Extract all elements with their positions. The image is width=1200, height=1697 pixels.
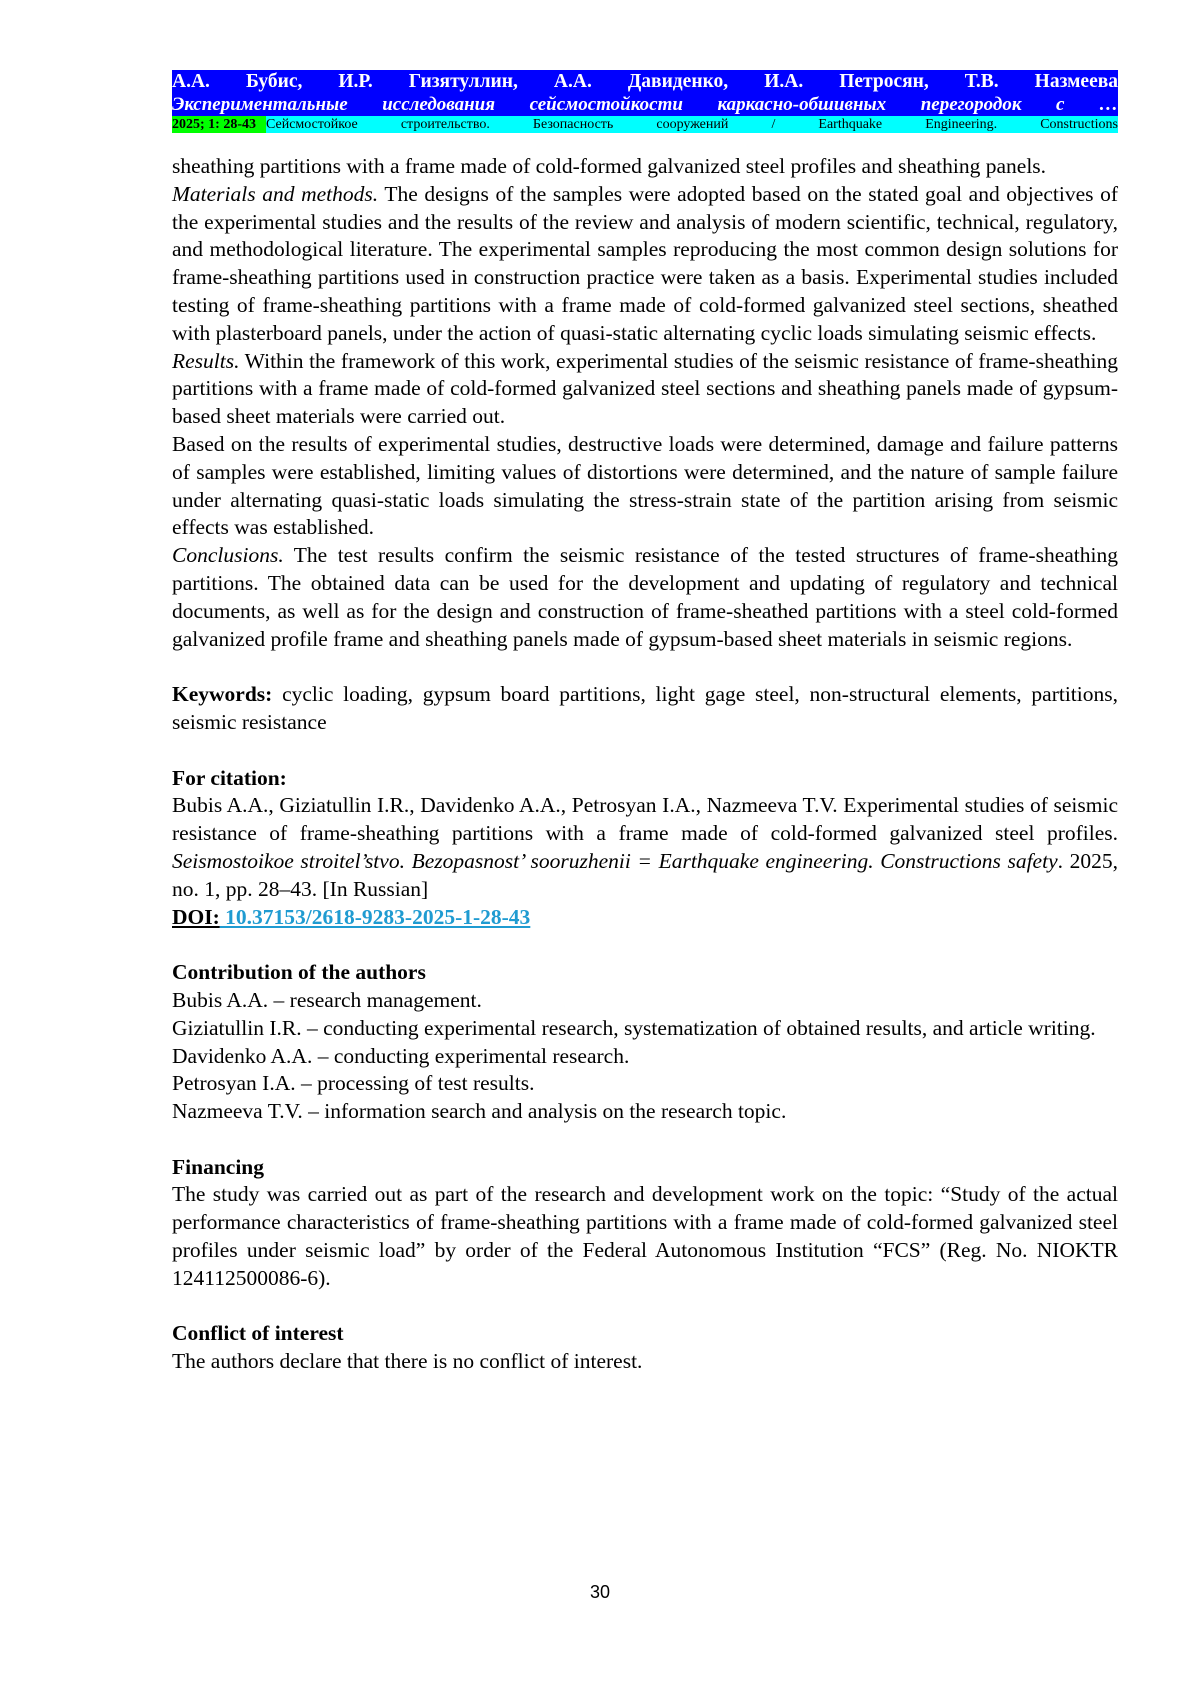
abstract-intro-end: sheathing partitions with a frame made of cold-formed galvanized steel profiles and sheathing panels.: [172, 154, 1047, 178]
contribution-heading: Contribution of the authors: [172, 960, 426, 985]
abstract-materials: [172, 181, 1118, 348]
materials-text: The designs of the samples were adopted based on the stated goal and objectives of the experimental studies and the results of the review and analysis of modern scientific, technical, regulatory, and methodological literature. The experimental samples reproducing the most common design solutions for frame-sheathing partitions used in construction practice were taken as a basis. Experimental studies included testing of frame-sheathing partitions with a frame made of cold-formed galvanized steel sections, sheathed with plasterboard panels, under the action of quasi-static alternating cyclic loads simulating seismic effects.: [172, 181, 1118, 345]
abstract-conclusions: [172, 542, 1118, 653]
abstract-results: [172, 348, 1118, 431]
contribution-item: Davidenko A.A. – conducting experimental research.: [172, 1043, 630, 1068]
citation-plain: Bubis A.A., Giziatullin I.R., Davidenko A.A., Petrosyan I.A., Nazmeeva T.V. Experimental studies of seismic resistance of frame-sheathing partitions with a frame made of cold-formed galvanized steel profiles.: [172, 793, 1118, 846]
doi-label: DOI:: [172, 904, 220, 929]
running-header-title: Экспериментальные исследования сейсмостойкости каркасно-обшивных перегородок с …: [172, 94, 1118, 115]
financing-heading: Financing: [172, 1154, 264, 1179]
journal-name: Сейсмостойкое строительство. Безопасность сооружений / Earthquake Engineering. Constructions: [266, 117, 1118, 132]
contribution-item: Nazmeeva T.V. – information search and analysis on the research topic.: [172, 1099, 787, 1124]
citation-text: [172, 792, 1118, 903]
issue-pages: 2025; 1: 28-43: [172, 116, 266, 133]
materials-label: Materials and methods.: [172, 181, 379, 206]
running-header-meta: [172, 116, 1118, 133]
page-content: [172, 70, 1118, 1376]
citation-tail: . 2025, no. 1, pp. 28–43. [In Russian]: [172, 848, 1118, 901]
conclusions-text: The test results confirm the seismic resistance of the tested structures of frame-sheathing partitions. The obtained data can be used for the development and updating of regulatory and technical documents, as well as for the design and construction of frame-sheathed partitions with a steel cold-formed galvanized profile frame and sheathing panels made of gypsum-based sheet materials in seismic regions.: [172, 543, 1118, 651]
abstract-results-2: Based on the results of experimental studies, destructive loads were determined, damage and failure patterns of samples were established, limiting values of distortions were determined, and the nature of sample failure under alternating quasi-static loads simulating the stress-strain state of the partition arising from seismic effects was established.: [172, 431, 1118, 540]
citation-heading: For citation:: [172, 765, 287, 790]
results-text: Within the framework of this work, experimental studies of the seismic resistance of frame-sheathing partitions with a frame made of cold-formed galvanized steel sections and sheathing panels made of gypsum-based sheet materials were carried out.: [172, 348, 1118, 429]
contribution-item: Bubis A.A. – research management.: [172, 987, 482, 1012]
page-number: 30: [589, 1582, 611, 1602]
keywords: [172, 681, 1118, 737]
keywords-text: cyclic loading, gypsum board partitions, light gage steel, non-structural elements, partitions, seismic resistance: [172, 682, 1118, 734]
doi-line: [172, 904, 1118, 932]
running-header-authors: А.А. Бубис, И.Р. Гизятуллин, А.А. Давиденко, И.А. Петросян, Т.В. Назмеева: [172, 71, 1118, 92]
citation-journal: Seismostoikoe stroitel’stvo. Bezopasnost’ sooruzhenii = Earthquake engineering. Constructions safety: [172, 848, 1058, 873]
conclusions-label: Conclusions.: [172, 543, 284, 568]
contribution-item: Giziatullin I.R. – conducting experimental research, systematization of obtained results, and article writing.: [172, 1015, 1096, 1040]
article-body: [172, 153, 1118, 1376]
financing-text: The study was carried out as part of the research and development work on the topic: “Study of the actual performance characteristics of frame-sheathing partitions with a frame made of cold-formed galvanized steel profiles under seismic load” by order of the Federal Autonomous Institution “FCS” (Reg. No. NIOKTR 124112500086-6).: [172, 1182, 1118, 1290]
keywords-label: Keywords:: [172, 682, 273, 707]
contribution-item: Petrosyan I.A. – processing of test results.: [172, 1071, 535, 1096]
results-label: Results.: [172, 348, 240, 373]
doi-link[interactable]: 10.37153/2618-9283-2025-1-28-43: [219, 904, 531, 929]
conflict-text: The authors declare that there is no conflict of interest.: [172, 1349, 643, 1374]
conflict-heading: Conflict of interest: [172, 1321, 344, 1346]
